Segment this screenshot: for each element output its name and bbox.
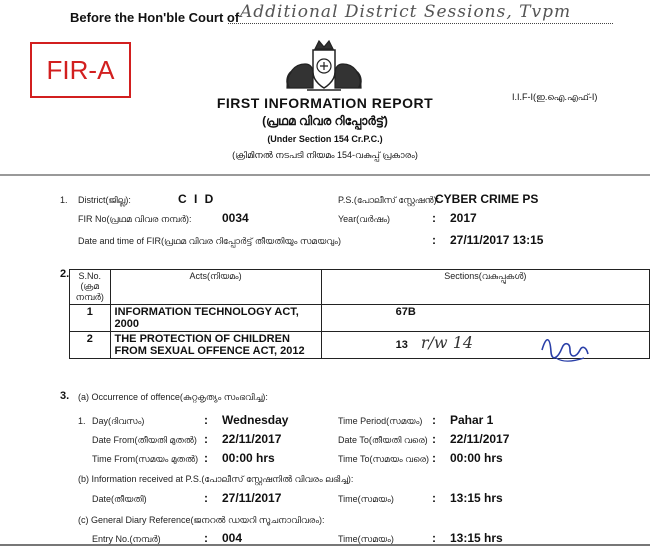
- court-name-line: [228, 23, 613, 24]
- fir-datetime-colon: :: [432, 233, 436, 247]
- entry-number-label: Entry No.(നമ്പർ): [92, 534, 161, 544]
- time-period-colon: :: [432, 413, 436, 427]
- fir-number-value: 0034: [222, 211, 249, 225]
- time-period-label: Time Period(സമയം): [338, 416, 423, 426]
- sno-cell: 2: [70, 332, 111, 359]
- info-date-label: Date(തീയതി): [92, 494, 147, 504]
- diary-time-colon: :: [432, 531, 436, 545]
- court-name-handwritten: Additional District Sessions, Tvpm: [240, 2, 572, 22]
- year-value: 2017: [450, 211, 477, 225]
- diary-time-label: Time(സമയം): [338, 534, 394, 544]
- signature-icon: [446, 328, 596, 368]
- report-title: FIRST INFORMATION REPORT: [216, 95, 434, 111]
- police-station-label: P.S.(പോലീസ് സ്റ്റേഷൻ):: [338, 195, 440, 205]
- handwritten-note: r/w 14: [420, 333, 474, 352]
- form-number: I.I.F-I(ഇ.ഐ.എഫ്-I): [512, 92, 598, 102]
- section-1-number: 1.: [60, 195, 68, 205]
- report-title-malayalam: (പ്രഥമ വിവര റിപ്പോർട്ട്): [262, 114, 388, 128]
- diary-time-value: 13:15 hrs: [450, 531, 503, 545]
- time-to-label: Time To(സമയം വരെ): [338, 454, 429, 464]
- date-from-label: Date From(തീയതി മുതൽ): [92, 435, 197, 445]
- date-to-colon: :: [432, 432, 436, 446]
- date-from-value: 22/11/2017: [222, 432, 282, 446]
- day-colon: :: [204, 413, 208, 427]
- time-from-value: 00:00 hrs: [222, 451, 275, 465]
- fir-number-label: FIR No(പ്രഥമ വിവര നമ്പർ):: [78, 214, 192, 224]
- acts-header: Acts(നിയമം): [110, 270, 321, 305]
- time-period-value: Pahar 1: [450, 413, 494, 427]
- kerala-emblem-icon: [283, 38, 365, 94]
- day-label: Day(ദിവസം): [92, 416, 145, 426]
- act-cell: THE PROTECTION OF CHILDREN FROM SEXUAL OFFENCE ACT, 2012: [110, 332, 321, 359]
- date-to-label: Date To(തീയതി വരെ): [338, 435, 428, 445]
- info-date-colon: :: [204, 491, 208, 505]
- court-label: Before the Hon'ble Court of: [70, 10, 240, 25]
- info-date-value: 27/11/2017: [222, 491, 282, 505]
- day-number: 1.: [78, 416, 86, 426]
- entry-number-colon: :: [204, 531, 208, 545]
- fir-a-stamp: FIR-A: [30, 42, 131, 98]
- sno-cell: 1: [70, 305, 111, 332]
- entry-number-value: 004: [222, 531, 243, 545]
- info-time-label: Time(സമയം): [338, 494, 394, 504]
- general-diary-label: (c) General Diary Reference(ജനറൽ ഡയറി സൂചനാവിവരം):: [78, 515, 325, 525]
- time-to-value: 00:00 hrs: [450, 451, 503, 465]
- act-cell: INFORMATION TECHNOLOGY ACT, 2000: [110, 305, 321, 332]
- occurrence-label: (a) Occurrence of offence(കുറ്റകൃത്യം സംഭവിച്ച):: [78, 392, 268, 402]
- header-divider: [0, 174, 650, 176]
- under-section-malayalam: (ക്രിമിനൽ നടപടി നിയമം 154-വകുപ്പ് പ്രകാരം): [232, 150, 418, 160]
- sections-header: Sections(വകുപ്പുകൾ): [321, 270, 649, 305]
- sno-header: S.No. (ക്രമ നമ്പർ): [70, 270, 111, 305]
- time-from-label: Time From(സമയം മുതൽ): [92, 454, 199, 464]
- info-time-colon: :: [432, 491, 436, 505]
- police-station-value: CYBER CRIME PS: [435, 192, 539, 206]
- footer-divider: [0, 544, 650, 546]
- district-value: C I D: [178, 192, 216, 206]
- section-2-number: 2.: [60, 268, 70, 280]
- info-received-label: (b) Information received at P.S.(പോലീസ് സ്റ്റേഷനിൽ വിവരം ലഭിച്ച):: [78, 474, 354, 484]
- fir-datetime-label: Date and time of FIR(പ്രഥമ വിവര റിപ്പോർട്ട് തീയതിയും സമയവും): [78, 236, 341, 246]
- info-time-value: 13:15 hrs: [450, 491, 503, 505]
- time-from-colon: :: [204, 451, 208, 465]
- district-label: District(ജില്ല):: [78, 195, 131, 205]
- section-3-number: 3.: [60, 390, 70, 402]
- time-to-colon: :: [432, 451, 436, 465]
- year-colon: :: [432, 211, 436, 225]
- day-value: Wednesday: [222, 413, 289, 427]
- section-cell: 13 r/w 14: [321, 332, 649, 359]
- date-from-colon: :: [204, 432, 208, 446]
- date-to-value: 22/11/2017: [450, 432, 510, 446]
- under-section: (Under Section 154 Cr.P.C.): [267, 134, 383, 144]
- fir-datetime-value: 27/11/2017 13:15: [450, 233, 544, 247]
- section-cell: 67B: [321, 305, 649, 332]
- year-label: Year(വർഷം): [338, 214, 391, 224]
